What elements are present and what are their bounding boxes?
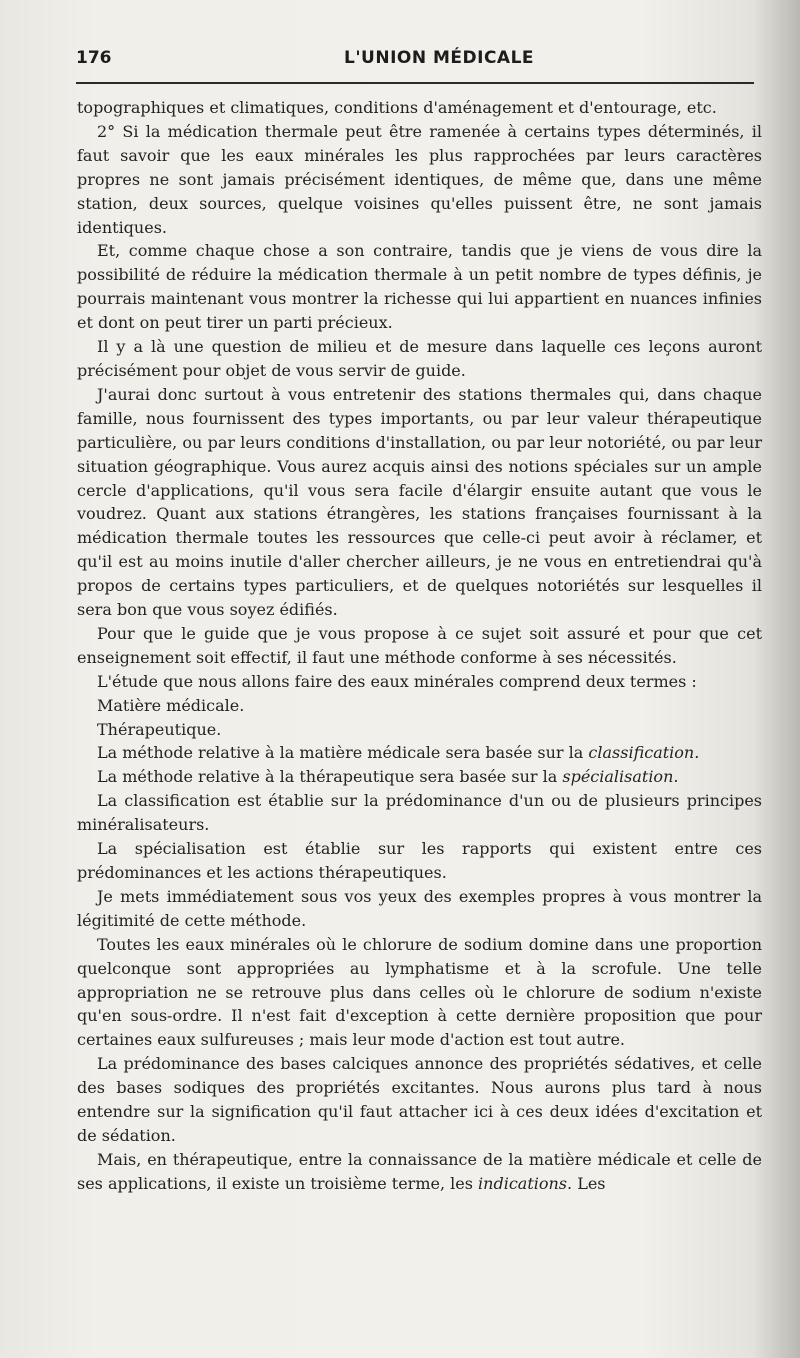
- paragraph-text: Les: [577, 1173, 606, 1193]
- emphasis-term: classification.: [588, 743, 700, 763]
- paragraph: La classification est établie sur la prédominance d'un ou de plusieurs principes minéralisateurs.: [77, 791, 762, 835]
- running-title: L'UNION MÉDICALE: [344, 48, 535, 68]
- header-rule: [76, 82, 754, 84]
- page-number: 176: [76, 48, 112, 68]
- list-item: Matière médicale.: [97, 695, 245, 715]
- paragraph: topographiques et climatiques, conditions d'aménagement et d'entourage, etc.: [77, 98, 717, 117]
- paragraph: Je mets immédiatement sous vos yeux des exemples propres à vous montrer la légitimité de cette méthode.: [77, 886, 762, 930]
- paragraph: Toutes les eaux minérales où le chlorure de sodium domine dans une proportion quelconque sont appropriées au lymphatisme et à la scrofule. Une telle appropriation ne se retrouve plus dans celles où le chlorure de sodium n'existe qu'en sous-ordre. Il n'est fait d'exception à cette dernière proposition que pour certaines eaux sulfureuses ; mais leur mode d'action est tout autre.: [77, 934, 762, 1050]
- paragraph: L'étude que nous allons faire des eaux minérales comprend deux termes :: [97, 671, 697, 691]
- paragraph: La prédominance des bases calciques annonce des propriétés sédatives, et celle des bases sodiques des propriétés excitantes. Nous aurons plus tard à nous entendre sur la signification qu'il faut attacher ici à ces deux idées d'excitation et de sédation.: [77, 1054, 762, 1145]
- paragraph-text: Mais, en thérapeutique, entre la connaissance de la matière médicale et celle de ses applications, il existe un troisième terme, les: [77, 1149, 762, 1193]
- list-item: Thérapeutique.: [97, 719, 222, 739]
- paragraph: Il y a là une question de milieu et de mesure dans laquelle ces leçons auront précisément pour objet de vous servir de guide.: [77, 337, 762, 380]
- paragraph: [77, 765, 762, 789]
- paragraph: [77, 1148, 762, 1196]
- paragraph-text: La méthode relative à la thérapeutique sera basée sur la: [97, 767, 558, 787]
- paragraph: 2° Si la médication thermale peut être ramenée à certains types déterminés, il faut savoir que les eaux minérales les plus rapprochées par leurs caractères propres ne sont jamais précisément identiques, de même que, dans une même station, deux sources, quelque voisines qu'elles puissent être, ne sont jamais identiques.: [77, 121, 762, 237]
- body-text: [77, 96, 762, 1196]
- paragraph: Et, comme chaque chose a son contraire, tandis que je viens de vous dire la possibilité de réduire la médication thermale à un petit nombre de types définis, je pourrais maintenant vous montrer la richesse qui lui appartient en nuances infinies et dont on peut tirer un parti précieux.: [77, 241, 762, 333]
- paragraph: Pour que le guide que je vous propose à ce sujet soit assuré et pour que cet enseignement soit effectif, il faut une méthode conforme à ses nécessités.: [77, 623, 762, 667]
- paragraph: [77, 741, 762, 765]
- paragraph-text: La méthode relative à la matière médicale sera basée sur la: [97, 743, 584, 763]
- page-header: [76, 44, 754, 74]
- emphasis-term: indications.: [478, 1173, 573, 1193]
- emphasis-term: spécialisation.: [562, 767, 679, 787]
- paragraph: La spécialisation est établie sur les rapports qui existent entre ces prédominances et les actions thérapeutiques.: [77, 839, 762, 882]
- paragraph: J'aurai donc surtout à vous entretenir des stations thermales qui, dans chaque famille, nous fournissent des types importants, ou par leur valeur thérapeutique particulière, ou par leurs conditions d'installation, ou par leur notoriété, ou par leur situation géographique. Vous aurez acquis ainsi des notions spéciales sur un ample cercle d'applications, qu'il vous sera facile d'élargir ensuite autant que vous le voudrez. Quant aux stations étrangères, les stations françaises fournissant à la médication thermale toutes les ressources que celle-ci peut avoir à réclamer, et qu'il est au moins inutile d'aller chercher ailleurs, je ne vous en entretiendrai qu'à propos de certains types particuliers, et de quelques notoriétés sur lesquelles il sera bon que vous soyez édifiés.: [77, 384, 762, 620]
